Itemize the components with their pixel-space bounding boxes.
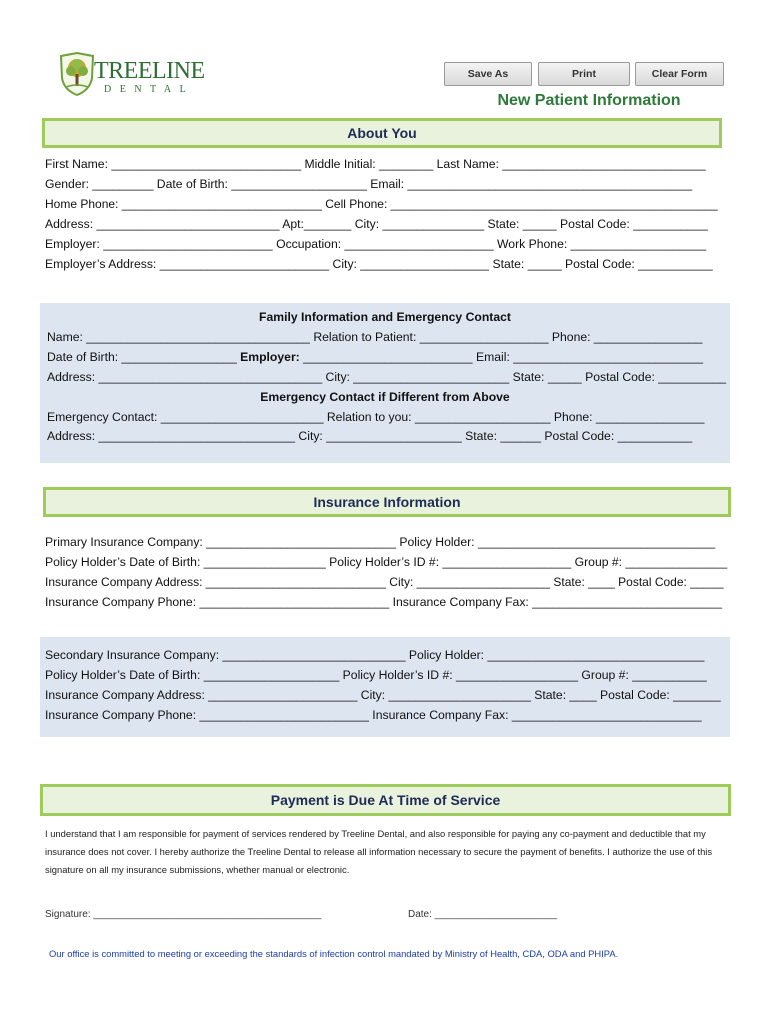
- secondary-line-dob[interactable]: Policy Holder’s Date of Birth: ____________________ Policy Holder’s ID #: __________________ Group #: ___________: [45, 668, 707, 682]
- treeline-logo: [58, 50, 218, 100]
- primary-line-company[interactable]: Primary Insurance Company: ____________________________ Policy Holder: ___________________________________: [45, 535, 716, 549]
- emergency-heading: Emergency Contact if Different from Above: [260, 390, 510, 404]
- form-title: New Patient Information: [497, 92, 681, 109]
- signature-field[interactable]: Signature: _________________________________________: [45, 909, 322, 920]
- family-line-name[interactable]: Name: _________________________________ Relation to Patient: ___________________ Phone: ________________: [47, 330, 703, 344]
- primary-line-phone[interactable]: Insurance Company Phone: ____________________________ Insurance Company Fax: ____________________________: [45, 595, 722, 609]
- about-line-phone[interactable]: Home Phone: ______________________________ Cell Phone: _________________________________________________: [45, 197, 718, 211]
- secondary-line-phone[interactable]: Insurance Company Phone: _________________________ Insurance Company Fax: ____________________________: [45, 708, 702, 722]
- payment-header: Payment is Due At Time of Service: [40, 784, 731, 816]
- primary-line-address[interactable]: Insurance Company Address: ___________________________ City: ____________________ State: ____ Postal Code: _____: [45, 575, 724, 589]
- family-employer-label: Employer:: [240, 350, 300, 364]
- secondary-line-company[interactable]: Secondary Insurance Company: ___________________________ Policy Holder: ________________________________: [45, 648, 705, 662]
- secondary-line-address[interactable]: Insurance Company Address: ______________________ City: _____________________ State: ____ Postal Code: _______: [45, 688, 721, 702]
- family-heading: Family Information and Emergency Contact: [259, 310, 511, 324]
- family-dob-field[interactable]: Date of Birth: _________________: [47, 350, 237, 364]
- family-employer-email-field[interactable]: _________________________ Email: ____________________________: [299, 350, 704, 364]
- clear-form-button[interactable]: Clear Form: [635, 62, 724, 86]
- about-line-gender[interactable]: Gender: _________ Date of Birth: ____________________ Email: __________________________________________: [45, 177, 693, 191]
- save-as-button[interactable]: Save As: [444, 62, 532, 86]
- date-field[interactable]: Date: ______________________: [408, 909, 558, 920]
- print-button[interactable]: Print: [538, 62, 630, 86]
- tree-shield-icon: [58, 52, 96, 96]
- payment-agreement-text: I understand that I am responsible for payment of services rendered by Treeline Dental, and also responsible for paying any co-payment and deductible that my insurance does not cover. I hereby authorize the Treeline Dental to release all information necessary to secure the payment of benefits. I authorize the use of this signature on all my insurance submissions, whether manual or electronic.: [45, 828, 713, 875]
- about-you-header: About You: [42, 118, 722, 148]
- about-line-name[interactable]: First Name: ____________________________ Middle Initial: ________ Last Name: ______________________________: [45, 157, 706, 171]
- logo-subtitle: DENTAL: [104, 84, 195, 95]
- insurance-header: Insurance Information: [43, 487, 731, 517]
- about-line-employer-address[interactable]: Employer’s Address: _________________________ City: ___________________ State: _____ Postal Code: ___________: [45, 257, 713, 271]
- logo-wordmark: TREELINE: [94, 58, 205, 84]
- infection-control-footer: Our office is committed to meeting or exceeding the standards of infection control mandated by Ministry of Health, CDA, ODA and PHIPA.: [49, 948, 619, 959]
- family-line-dob[interactable]: [47, 349, 703, 365]
- emergency-line-contact[interactable]: Emergency Contact: ________________________ Relation to you: ____________________ Phone: ________________: [47, 410, 705, 424]
- about-line-address[interactable]: Address: ___________________________ Apt:_______ City: _______________ State: _____ Postal Code: ___________: [45, 217, 708, 231]
- emergency-line-address[interactable]: Address: _____________________________ City: ____________________ State: ______ Postal Code: ___________: [47, 429, 693, 443]
- primary-line-dob[interactable]: Policy Holder’s Date of Birth: __________________ Policy Holder’s ID #: ___________________ Group #: _______________: [45, 555, 728, 569]
- family-line-address[interactable]: Address: _________________________________ City: _______________________ State: _____ Postal Code: __________: [47, 370, 727, 384]
- about-line-employer[interactable]: Employer: _________________________ Occupation: ______________________ Work Phone: ____________________: [45, 237, 707, 251]
